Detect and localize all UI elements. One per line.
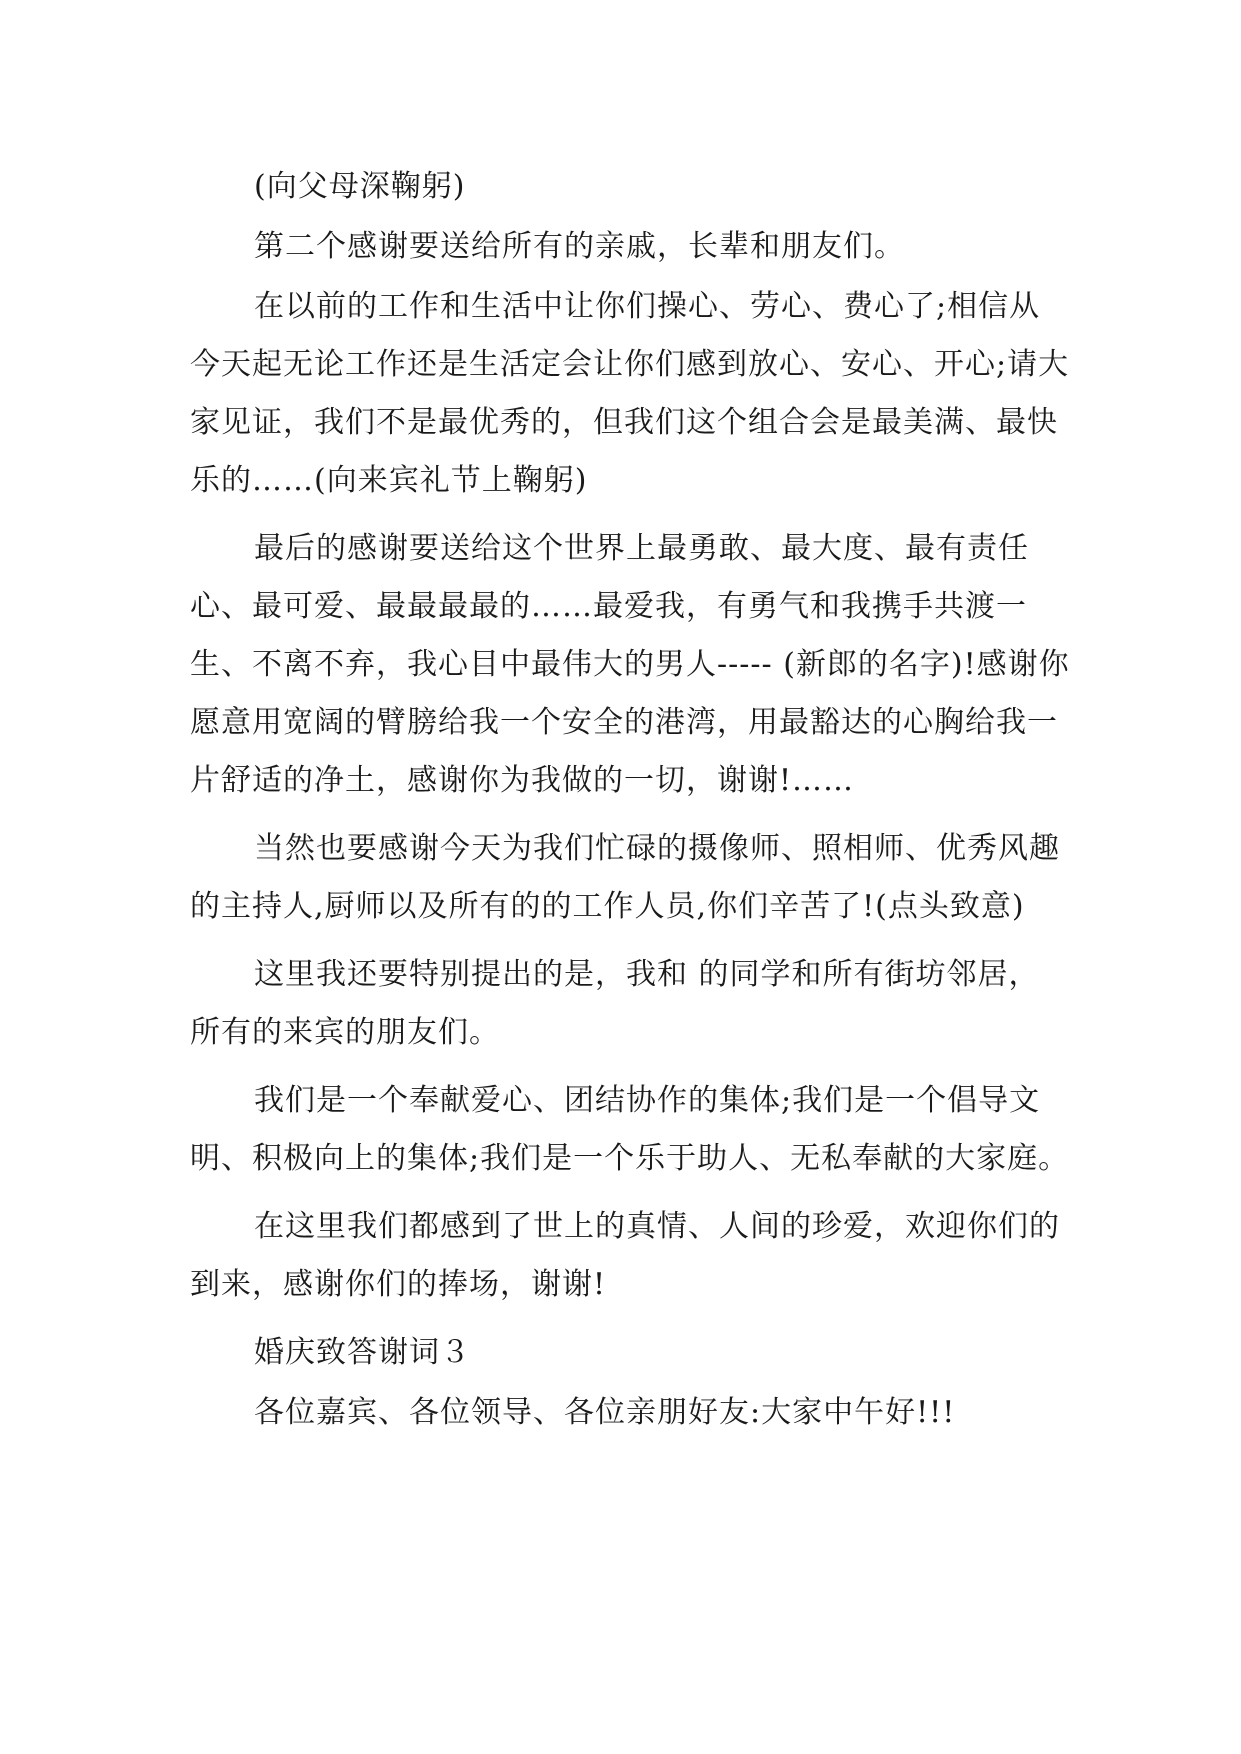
paragraph-greeting: 各位嘉宾、各位领导、各位亲朋好友:大家中午好!!! (254, 1395, 956, 1430)
paragraph-thanks-staff: 当然也要感谢今天为我们忙碌的摄像师、照相师、优秀风趣的主持人,厨师以及所有的的工作人员,你们辛苦了!(点头致意) (190, 831, 1060, 924)
paragraph-welcome: 在这里我们都感到了世上的真情、人间的珍爱，欢迎你们的到来，感谢你们的捧场，谢谢! (190, 1209, 1060, 1302)
paragraph-collective: 我们是一个奉献爱心、团结协作的集体;我们是一个倡导文明、积极向上的集体;我们是一个乐于助人、无私奉献的大家庭。 (190, 1083, 1070, 1176)
paragraph-second-thanks: 第二个感谢要送给所有的亲戚，长辈和朋友们。 (254, 229, 905, 264)
paragraph-bow-to-parents: (向父母深鞠躬) (254, 169, 466, 204)
document-body (190, 158, 1070, 1444)
paragraph-classmates-neighbors: 这里我还要特别提出的是，我和 的同学和所有街坊邻居，所有的来宾的朋友们。 (190, 957, 1040, 1050)
paragraph-last-thanks-groom: 最后的感谢要送给这个世界上最勇敢、最大度、最有责任心、最可爱、最最最最的……最爱我，有勇气和我携手共渡一生、不离不弃，我心目中最伟大的男人----- (新郎的名字)!感谢你愿意用宽阔的臂膀给我一个安全的港湾，用最豁达的心胸给我一片舒适的净土，感谢你为我做的一切，谢谢!…… (190, 531, 1070, 798)
paragraph-past-work-life: 在以前的工作和生活中让你们操心、劳心、费心了;相信从今天起无论工作还是生活定会让你们感到放心、安心、开心;请大家见证，我们不是最优秀的，但我们这个组合会是最美满、最快乐的……(向来宾礼节上鞠躬) (190, 289, 1070, 498)
section-heading: 婚庆致答谢词３ (254, 1335, 471, 1370)
